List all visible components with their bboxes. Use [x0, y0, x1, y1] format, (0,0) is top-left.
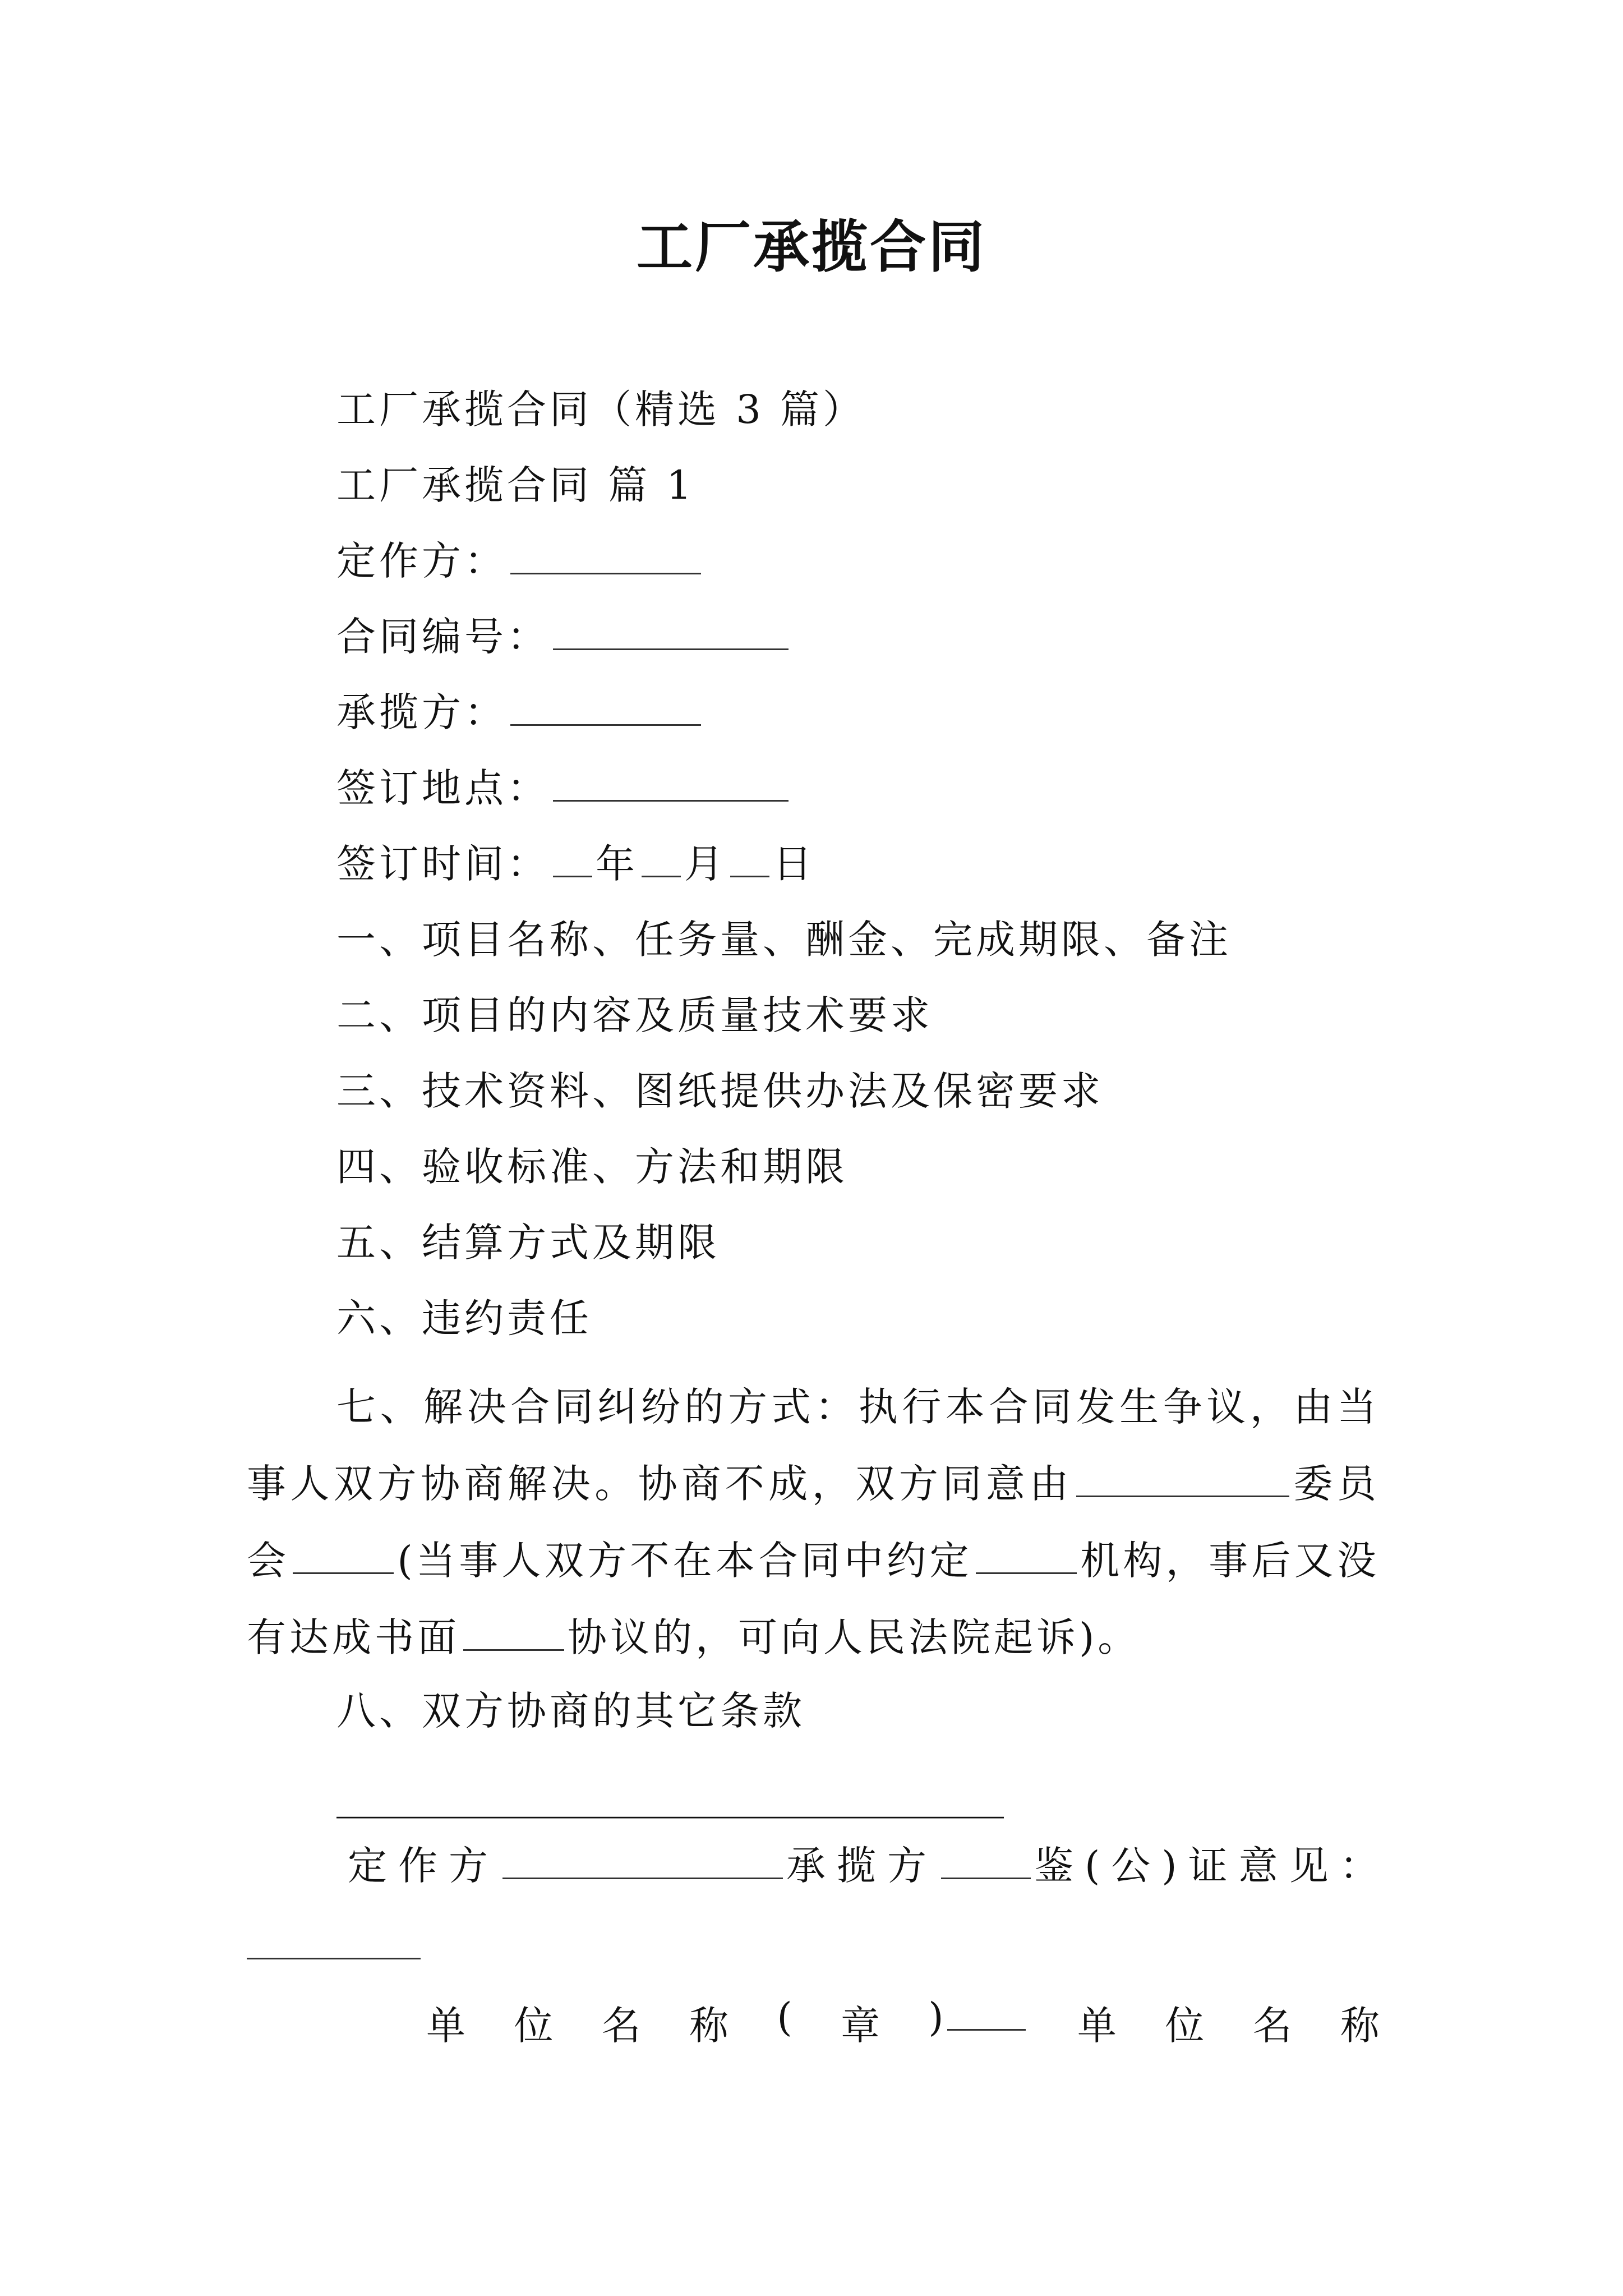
- field-label: 承揽方：: [336, 689, 507, 735]
- document-title: 工厂承揽合同: [637, 214, 986, 280]
- blank-line: [730, 842, 769, 877]
- unit-char: ): [928, 1994, 944, 2040]
- unit-char: 称: [1340, 2003, 1380, 2049]
- unit-name-row: [426, 1994, 1380, 2051]
- blank-line: [1076, 1462, 1289, 1497]
- field-ordering-party: [336, 533, 704, 589]
- clause-7-text-a: 七、解决合同纠纷的方式：执行本合同发生争议，由当事人双方协商解决。协商不成，双方同意由: [247, 1384, 1380, 1507]
- blank-line: [510, 691, 701, 726]
- field-sign-time: [336, 836, 815, 892]
- blank-line: [553, 842, 592, 877]
- clause-7-text-b: 委员会: [247, 1461, 1380, 1584]
- blank-line: [553, 766, 789, 802]
- field-label: 签订时间：: [336, 841, 550, 887]
- field-label: 定作方：: [336, 538, 507, 584]
- signature-row: [348, 1834, 1390, 1891]
- year-label: 年: [596, 841, 638, 887]
- signature-notary-label: 鉴(公)证意见：: [1034, 1843, 1390, 1889]
- field-label: 签订地点：: [336, 765, 550, 811]
- unit-char: 名: [601, 2003, 641, 2049]
- day-label: 日: [773, 841, 815, 887]
- signature-contractor-label: 承揽方: [786, 1843, 938, 1889]
- blank-line: [941, 1844, 1031, 1879]
- item-6: 六、违约责任: [336, 1295, 592, 1341]
- blank-line: [463, 1616, 564, 1651]
- blank-line: [976, 1539, 1077, 1574]
- item-2: 二、项目的内容及质量技术要求: [336, 992, 933, 1038]
- item-5: 五、结算方式及期限: [336, 1220, 720, 1266]
- blank-line: [502, 1844, 783, 1879]
- item-4: 四、验收标准、方法和期限: [336, 1144, 848, 1190]
- unit-char: 称: [689, 2003, 728, 2049]
- unit-char: 单: [426, 2003, 465, 2049]
- unit-char-with-blank: [928, 1994, 1029, 2051]
- clause-7-text-d: 机构，事后又没有达成书面: [247, 1538, 1380, 1660]
- unit-char: 位: [1165, 2003, 1205, 2049]
- item-1: 一、项目名称、任务量、酬金、完成期限、备注: [336, 917, 1232, 963]
- unit-char: 单: [1077, 2003, 1117, 2049]
- blank-line: [947, 1995, 1026, 2031]
- clause-7-paragraph: [247, 1369, 1380, 1676]
- clause-8: 八、双方协商的其它条款: [336, 1688, 805, 1734]
- dash-line: __________________________________: [336, 1773, 1004, 1819]
- document-subtitle: 工厂承揽合同（精选 3 篇）: [336, 386, 866, 432]
- signature-ordering-label: 定作方: [348, 1843, 499, 1889]
- unit-char: 名: [1252, 2003, 1292, 2049]
- section-heading: 工厂承揽合同 篇 1: [336, 462, 695, 508]
- blank-line: [293, 1539, 394, 1574]
- blank-line: [553, 615, 789, 650]
- month-label: 月: [684, 841, 727, 887]
- clause-7-text-e: 协议的，可向人民法院起诉)。: [568, 1614, 1141, 1660]
- blank-line: [642, 842, 681, 877]
- unit-char: 位: [514, 2003, 554, 2049]
- item-3: 三、技术资料、图纸提供办法及保密要求: [336, 1068, 1104, 1114]
- unit-char: (: [777, 1994, 792, 2040]
- short-rule: [247, 1958, 421, 1959]
- clause-7-text-c: (当事人双方不在本合同中约定: [397, 1538, 972, 1584]
- field-sign-place: [336, 760, 792, 816]
- field-contract-no: [336, 609, 792, 665]
- field-contractor: [336, 684, 704, 740]
- field-label: 合同编号：: [336, 614, 550, 660]
- blank-line: [510, 539, 701, 574]
- unit-char: 章: [840, 2003, 880, 2049]
